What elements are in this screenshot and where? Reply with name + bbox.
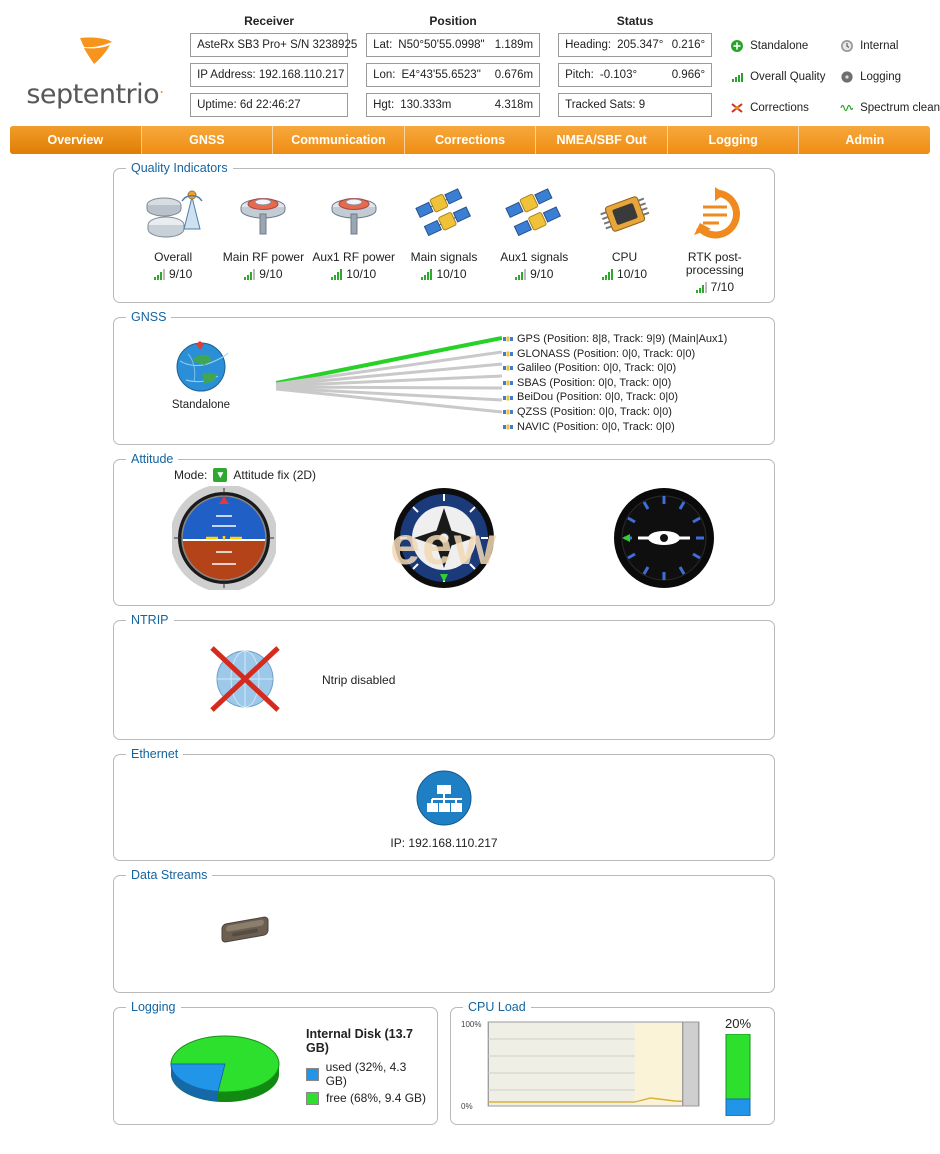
quality-score-cpu xyxy=(579,267,669,281)
quality-score-rtk xyxy=(670,280,760,294)
gnss-row-qzss xyxy=(502,405,762,420)
signal-bars-icon xyxy=(421,269,432,280)
latitude-label: Lat: xyxy=(373,39,393,51)
status-legend xyxy=(730,8,940,122)
brand-name: septentrio. xyxy=(26,78,164,110)
cpu-load-panel xyxy=(450,1000,775,1125)
legend-item-corrections xyxy=(730,101,822,115)
status-fields xyxy=(190,8,712,122)
legend-item-spectrum xyxy=(840,101,940,115)
ntrip-disabled-icon xyxy=(204,640,286,721)
satellite-icon xyxy=(502,333,514,345)
satellites-icon xyxy=(489,181,579,247)
quality-item-cpu[interactable] xyxy=(579,181,669,294)
antenna-icon xyxy=(218,181,308,247)
gnss-mode-block xyxy=(126,328,276,434)
quality-item-aux1-signals[interactable] xyxy=(489,181,579,294)
cpu-load-title: CPU Load xyxy=(463,1000,531,1014)
receiver-model-text: AsteRx SB3 Pro+ S/N 3238925 xyxy=(197,39,358,51)
tab-gnss[interactable]: GNSS xyxy=(142,126,274,154)
brand-logo[interactable] xyxy=(0,8,190,122)
heading-label: Heading: xyxy=(565,39,612,51)
satellite-icon xyxy=(502,406,514,418)
height-accuracy: 4.318m xyxy=(494,99,534,111)
height-label: Hgt: xyxy=(373,99,395,111)
attitude-mode xyxy=(114,460,774,482)
cpu-axis-top-label: 100% xyxy=(461,1020,482,1030)
quality-score-main-rf-text: 9/10 xyxy=(259,267,283,281)
satellite-icon xyxy=(502,392,514,404)
pitch-label: Pitch: xyxy=(565,69,594,81)
quality-score-aux1-signals-text: 9/10 xyxy=(530,267,554,281)
receiver-column-title: Receiver xyxy=(244,14,295,28)
tab-overview[interactable]: Overview xyxy=(10,126,142,154)
signal-bars-icon xyxy=(244,269,255,280)
latitude-accuracy: 1.189m xyxy=(494,39,534,51)
used-color-swatch xyxy=(306,1068,319,1081)
cpu-chip-icon xyxy=(579,181,669,247)
data-streams-title: Data Streams xyxy=(126,868,212,882)
satellite-icon xyxy=(502,348,514,360)
gnss-label-qzss: QZSS (Position: 0|0, Track: 0|0) xyxy=(517,405,672,418)
quality-score-cpu-text: 10/10 xyxy=(617,267,648,281)
bars-icon xyxy=(730,70,744,84)
heading-field xyxy=(558,33,712,57)
logging-title: Logging xyxy=(126,1000,181,1014)
satellite-icon xyxy=(502,421,514,433)
main-navigation[interactable] xyxy=(10,126,930,154)
quality-score-aux1-rf xyxy=(309,267,399,281)
watermark-text: eew xyxy=(389,516,499,577)
quality-score-overall xyxy=(128,267,218,281)
quality-item-main-rf[interactable] xyxy=(218,181,308,294)
legend-label-internal: Internal xyxy=(860,40,899,52)
disk-free-row xyxy=(306,1091,427,1105)
gnss-row-gps xyxy=(502,332,762,347)
legend-label-corrections: Corrections xyxy=(750,102,809,114)
receiver-column xyxy=(190,14,358,122)
rtk-refresh-icon xyxy=(670,181,760,247)
quality-caption-cpu: CPU xyxy=(611,250,638,264)
quality-score-overall-text: 9/10 xyxy=(168,267,193,281)
ip-address-text: IP Address: 192.168.110.217 xyxy=(197,69,345,81)
disk-icon xyxy=(840,70,854,84)
bottom-row xyxy=(113,1000,775,1125)
cpu-axis-bottom-label: 0% xyxy=(461,1102,473,1112)
attitude-indicator-gauge xyxy=(172,486,276,593)
satellites-icon xyxy=(399,181,489,247)
gnss-title: GNSS xyxy=(126,310,171,324)
quality-item-main-signals[interactable] xyxy=(399,181,489,294)
signal-bars-icon xyxy=(331,269,342,280)
gnss-row-navic xyxy=(502,420,762,435)
attitude-mode-label: Mode: xyxy=(174,468,208,483)
pitch-gauge xyxy=(612,486,716,593)
attitude-fix-icon: ▼ xyxy=(213,468,227,482)
pitch-value: -0.103° xyxy=(599,69,638,81)
longitude-accuracy: 0.676m xyxy=(494,69,534,81)
gnss-label-sbas: SBAS (Position: 0|0, Track: 0|0) xyxy=(517,376,672,389)
gnss-label-navic: NAVIC (Position: 0|0, Track: 0|0) xyxy=(517,420,675,433)
gnss-link-lines xyxy=(276,328,502,434)
septentrio-mark-icon xyxy=(72,30,118,76)
pitch-field xyxy=(558,63,712,87)
legend-item-standalone xyxy=(730,39,822,53)
attitude-mode-value: Attitude fix (2D) xyxy=(233,468,317,483)
quality-caption-aux1-rf: Aux1 RF power xyxy=(312,250,396,264)
latitude-value: N50°50'55.0998" xyxy=(398,39,485,51)
ntrip-status-text: Ntrip disabled xyxy=(322,673,396,688)
ip-address-field xyxy=(190,63,348,87)
quality-score-main-rf xyxy=(218,267,308,281)
gnss-label-beidou: BeiDou (Position: 0|0, Track: 0|0) xyxy=(517,391,679,404)
tracked-sats-field xyxy=(558,93,712,117)
satellite-icon xyxy=(502,377,514,389)
legend-label-overall-quality: Overall Quality xyxy=(750,71,826,83)
gnss-constellation-list xyxy=(502,328,762,434)
longitude-label: Lon: xyxy=(373,69,396,81)
gnss-mode-label: Standalone xyxy=(171,399,231,411)
quality-score-aux1-rf-text: 10/10 xyxy=(346,267,377,281)
disk-used-row xyxy=(306,1060,427,1088)
overall-icon xyxy=(128,181,218,247)
usb-device-icon xyxy=(214,912,276,957)
corrections-icon xyxy=(730,101,744,115)
height-value: 130.333m xyxy=(400,99,452,111)
quality-item-aux1-rf[interactable] xyxy=(309,181,399,294)
quality-indicators-title: Quality Indicators xyxy=(126,161,233,175)
quality-item-overall[interactable] xyxy=(128,181,218,294)
quality-caption-overall: Overall xyxy=(154,250,193,264)
free-color-swatch xyxy=(306,1092,319,1105)
receiver-model-field xyxy=(190,33,358,57)
gnss-panel xyxy=(113,310,775,445)
ethernet-title: Ethernet xyxy=(126,747,183,761)
legend-item-overall-quality xyxy=(730,70,826,84)
ethernet-panel xyxy=(113,747,775,861)
disk-title-text: Internal Disk (13.7 GB) xyxy=(306,1027,413,1056)
heading-value: 205.347° xyxy=(617,39,664,51)
quality-indicators-panel xyxy=(113,161,775,303)
heading-accuracy: 0.216° xyxy=(671,39,706,51)
status-column xyxy=(558,14,712,122)
brand-dot: . xyxy=(159,78,164,97)
legend-label-standalone: Standalone xyxy=(750,40,809,52)
gnss-row-sbas xyxy=(502,376,762,391)
height-field xyxy=(366,93,540,117)
quality-score-rtk-text: 7/10 xyxy=(710,280,734,294)
logging-panel xyxy=(113,1000,438,1125)
signal-bars-icon xyxy=(602,269,613,280)
quality-caption-main-signals: Main signals xyxy=(410,250,478,264)
plus-circle-icon xyxy=(730,39,744,53)
quality-score-main-signals xyxy=(399,267,489,281)
ntrip-title: NTRIP xyxy=(126,613,174,627)
uptime-field xyxy=(190,93,348,117)
longitude-field xyxy=(366,63,540,87)
quality-caption-aux1-signals: Aux1 signals xyxy=(500,250,569,264)
attitude-title: Attitude xyxy=(126,452,178,466)
latitude-field xyxy=(366,33,540,57)
clock-icon xyxy=(840,39,854,53)
signal-bars-icon xyxy=(154,269,165,280)
gnss-row-galileo xyxy=(502,361,762,376)
gnss-label-gps: GPS (Position: 8|8, Track: 9|9) (Main|Aux1) xyxy=(517,333,728,345)
quality-score-main-signals-text: 10/10 xyxy=(436,267,467,281)
signal-bars-icon xyxy=(515,269,526,280)
disk-usage-pie-chart xyxy=(160,1022,290,1111)
gnss-row-beidou xyxy=(502,390,762,405)
legend-label-spectrum: Spectrum clean xyxy=(860,102,940,114)
tab-logging[interactable]: Logging xyxy=(668,126,800,154)
uptime-text: Uptime: 6d 22:46:27 xyxy=(197,99,301,111)
compass-gauge xyxy=(389,486,499,593)
cpu-load-bar-wrap xyxy=(712,1016,764,1114)
disk-used-text: used (32%, 4.3 GB) xyxy=(325,1060,407,1089)
legend-item-logging xyxy=(840,70,940,84)
quality-caption-rtk: RTK post-processing xyxy=(685,250,744,277)
quality-item-rtk[interactable] xyxy=(670,181,760,294)
quality-score-aux1-signals xyxy=(489,267,579,281)
globe-icon xyxy=(126,336,276,397)
tab-admin[interactable]: Admin xyxy=(845,133,885,147)
legend-item-internal xyxy=(840,39,940,53)
satellite-icon xyxy=(502,362,514,374)
ethernet-ip-text: IP: 192.168.110.217 xyxy=(390,836,498,851)
antenna-icon xyxy=(309,181,399,247)
quality-caption-main-rf: Main RF power xyxy=(222,250,305,264)
data-streams-panel xyxy=(113,868,775,993)
ethernet-icon xyxy=(364,769,524,830)
legend-label-logging: Logging xyxy=(860,71,902,83)
gnss-row-glonass xyxy=(502,347,762,362)
cpu-percent-text: 20% xyxy=(724,1016,752,1032)
ntrip-panel xyxy=(113,613,775,740)
gnss-label-glonass: GLONASS (Position: 0|0, Track: 0|0) xyxy=(517,347,696,360)
gnss-label-galileo: Galileo (Position: 0|0, Track: 0|0) xyxy=(517,362,677,375)
tab-corrections[interactable]: Corrections xyxy=(405,126,537,154)
tab-communication[interactable]: Communication xyxy=(273,126,405,154)
tab-nmea-sbf-out[interactable]: NMEA/SBF Out xyxy=(536,126,668,154)
disk-usage-legend xyxy=(306,1027,427,1105)
tracked-sats-text: Tracked Sats: 9 xyxy=(565,99,646,111)
attitude-panel xyxy=(113,452,775,606)
signal-bars-icon xyxy=(696,282,707,293)
position-column xyxy=(366,14,540,122)
spectrum-icon xyxy=(840,101,854,115)
longitude-value: E4°43'55.6523" xyxy=(401,69,481,81)
cpu-load-bar xyxy=(722,1034,754,1119)
disk-free-text: free (68%, 9.4 GB) xyxy=(326,1091,427,1106)
cpu-load-graph xyxy=(459,1016,712,1114)
pitch-accuracy: 0.966° xyxy=(671,69,706,81)
page-header xyxy=(0,0,940,122)
position-column-title: Position xyxy=(429,14,477,28)
status-column-title: Status xyxy=(616,14,654,28)
